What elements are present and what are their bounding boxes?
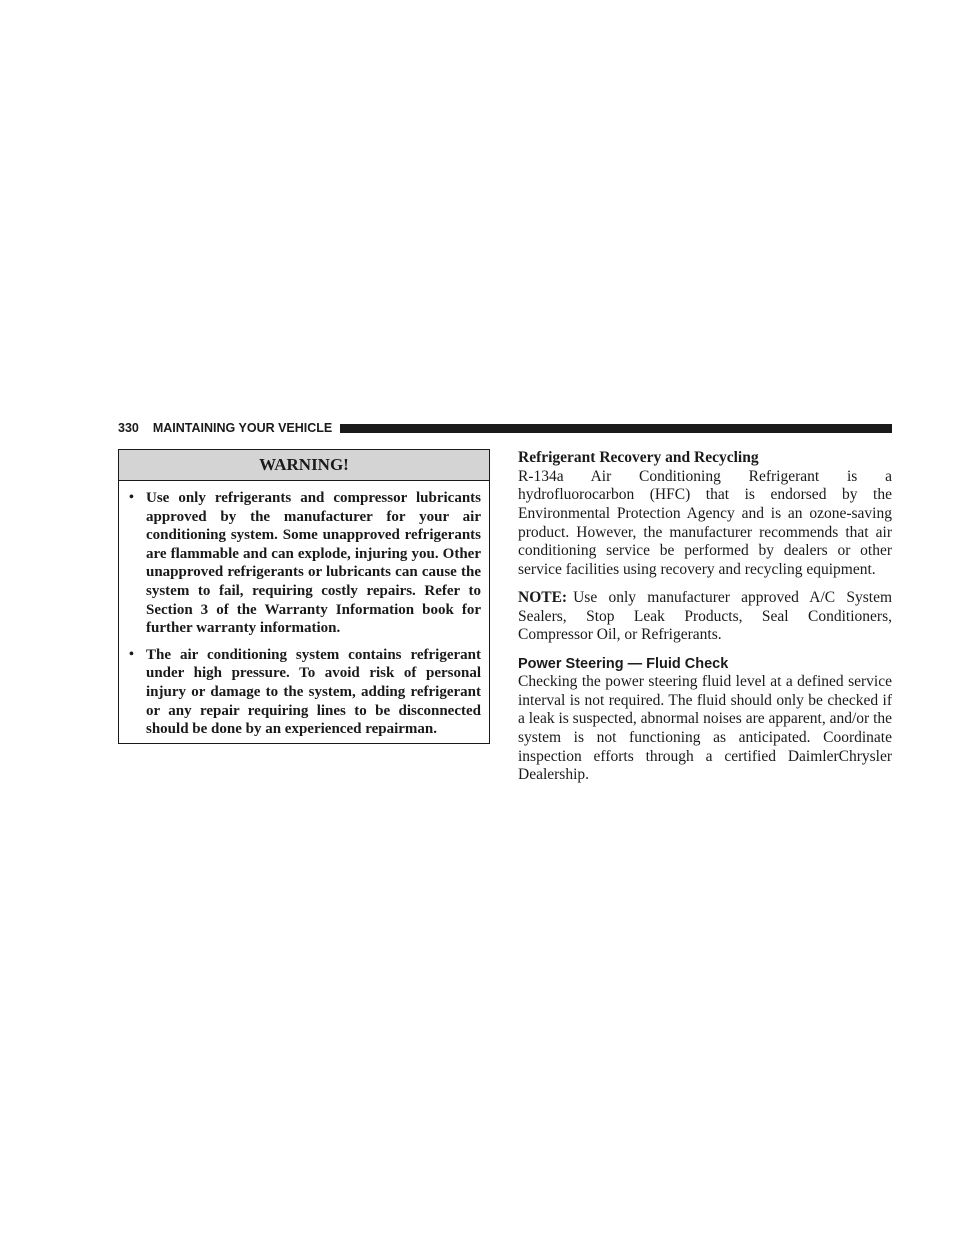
warning-list — [119, 481, 489, 739]
bullet-icon: • — [129, 646, 134, 662]
refrigerant-body: R-134a Air Conditioning Refrigerant is a hydrofluorocarbon (HFC) that is endorsed by the Environmental Protection Agency and is an ozone-saving product. However, the manufacturer recommends that air conditioning service be performed by dealers or other service facilities using recovery and recycling equipment. — [518, 467, 892, 579]
power-steering-heading: Power Steering — Fluid Check — [518, 655, 729, 672]
note-text: Use only manufacturer approved A/C System Sealers, Stop Leak Products, Seal Conditioners, Compressor Oil, or Refrigerants. — [518, 588, 892, 644]
bullet-icon: • — [129, 490, 134, 505]
warning-item — [129, 646, 481, 739]
right-column — [518, 449, 892, 785]
page-number: 330 — [118, 421, 139, 435]
warning-box — [118, 449, 490, 744]
power-steering-body: Checking the power steering fluid level at a defined service interval is not required. The fluid should only be checked if a leak is suspected, abnormal noises are apparent, and/or the system is not functioning as anticipated. Coordinate inspection efforts through a certified DaimlerChrysler Dealership. — [518, 672, 893, 784]
warning-title: WARNING! — [119, 450, 489, 481]
refrigerant-heading: Refrigerant Recovery and Recycling — [518, 449, 759, 466]
header-rule — [340, 424, 892, 433]
warning-item-text: Use only refrigerants and compressor lubricants approved by the manufacturer for your air conditioning system. Some unapproved refrigerants are flammable and can explode, injuring you. Other unapproved refrigerants or lubricants can cause the system to fail, requiring costly repairs. Refer to Section 3 of the Warranty Information book for further warranty information. — [146, 490, 481, 637]
page-header — [118, 419, 892, 437]
note-label: NOTE: — [518, 588, 568, 606]
note-paragraph — [518, 589, 892, 645]
warning-item-text: The air conditioning system contains refrigerant under high pressure. To avoid risk of personal injury or damage to the system, adding refrigerant or any repair requiring lines to be disconnected should be done by an experienced repairman. — [146, 646, 481, 738]
section-title: MAINTAINING YOUR VEHICLE — [152, 421, 333, 435]
warning-item — [129, 489, 481, 638]
